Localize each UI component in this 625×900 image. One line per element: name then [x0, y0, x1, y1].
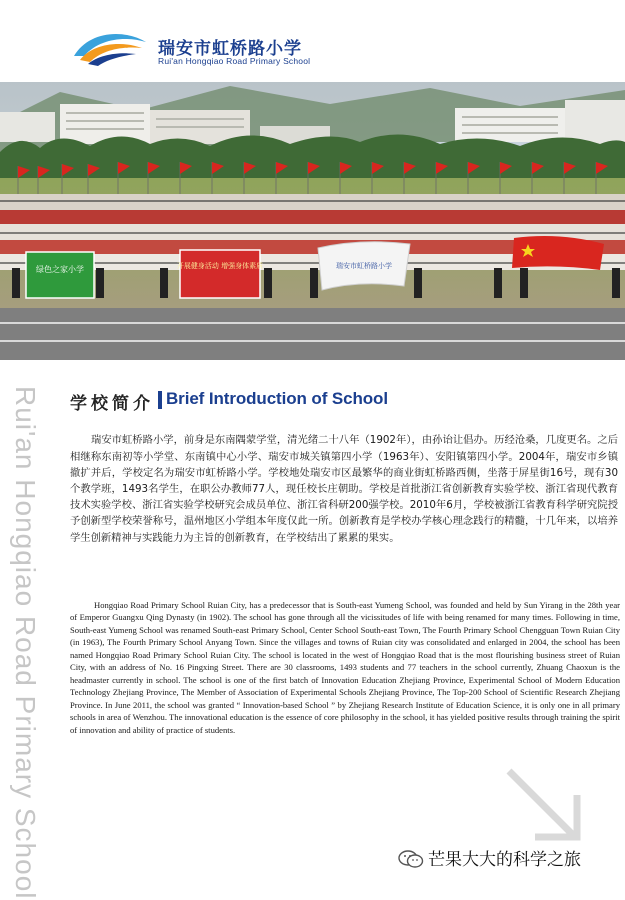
assembly-scene — [0, 82, 625, 360]
intro-paragraph-cn: 瑞安市虹桥路小学，前身是东南隅蒙学堂，清光绪二十八年（1902年），由孙诒让倡办。历经沧桑，几度更名。之后相继称东南初等小学堂、东南镇中心小学、瑞安市城关镇第四小学（1963年）、安阳镇第四小学。2004年，瑞安市乡镇撤扩并后，学校定名为瑞安市虹桥路小学。学校地处瑞安市区最繁华的商业街虹桥路西侧，坐落于屏星街16号，现有30个教学班，1493名学生，在职公办教师77人，现任校长庄朝助。学校是首批浙江省创新教育实验学校、浙江省现代教育技术实验学校、浙江省实验学校研究会成员单位、浙江省科研200强学校。2010年6月，学校被浙江省教育科学研究院授予创新型学校荣誉称号，温州地区小学组本年度仅此一所。创新教育是学校办学核心理念践行的精髓，十几年来，以培养学生创新精神与实践能力为主旨的创新教育，在学校结出了累累的果实。 — [70, 434, 618, 544]
red-banner-text: 开展健身活动 增强身体素质 — [176, 262, 264, 270]
wechat-icon — [398, 850, 424, 868]
school-name-en: Rui'an Hongqiao Road Primary School — [158, 56, 311, 66]
section-heading — [70, 388, 590, 412]
vertical-school-name: Rui'an Hongqiao Road Primary School — [10, 386, 41, 900]
china-flag-icon — [512, 236, 604, 270]
intro-paragraph-en: Hongqiao Road Primary School Ruian City, has a predecessor that is South-east Yumeng School, was founded and held by Sun Yirang in the 28th year of Emperor Guangxu Qing Dynasty (in 1902). The school has gone through all the vicissitudes of life with being renamed for many times. Following in time, South-east Yumeng School was renamed South-east Primary School, Center School South-east Town, The Fourth Primary School Chengguan Town Ruian City (in 1963), The Fourth Primary School Anyang Town. Since the villages and towns of Ruian city was consolidated and enlarged in 2004, the school has been named Hongqiao Road Primary School Ruian City. The school is located in the west of Hongqiao Road that is the most flourishing business street of Ruian City, with an address of No. 16 Pingxing Street. There are 30 classrooms, 1493 students and 77 teachers in the school currently, Zhuang Chaoxun is the headmaster currently in school. The school is one of the first batch of Innovation Education Zhejiang Province, Experimental School of Modern Education Technology Zhejiang Province, The Member of Association of Experimental Schools Zhejiang Province, The Top-200 School of Scientific Research Zhejiang Province. In June 2011, the school was granted “ Innovation-based School ” by Zhejiang Research Institute of Education Science, it is only one in all primary schools in area of Wenzhou. The innovational education is the essence of core philosophy in the school, it has yielded positive results through training the spirit of innovation and ability of practice of students. — [70, 599, 620, 735]
school-logo-icon — [70, 26, 150, 68]
section-title-cn: 学校简介 — [70, 394, 154, 414]
diagonal-arrow-icon — [505, 765, 585, 845]
red-banner — [180, 250, 260, 298]
green-banner-text: 绿色之家小学 — [36, 265, 84, 274]
school-name-cn: 瑞安市虹桥路小学 — [158, 39, 302, 59]
title-divider — [158, 391, 162, 409]
account-watermark — [398, 845, 623, 873]
watermark-text: 芒果大大的科学之旅 — [428, 850, 581, 870]
green-banner — [26, 252, 94, 298]
school-assembly-photo — [0, 82, 625, 360]
section-title-en: Brief Introduction of School — [166, 389, 388, 408]
white-banner-text: 瑞安市虹桥路小学 — [336, 262, 392, 270]
page-header — [0, 0, 625, 82]
